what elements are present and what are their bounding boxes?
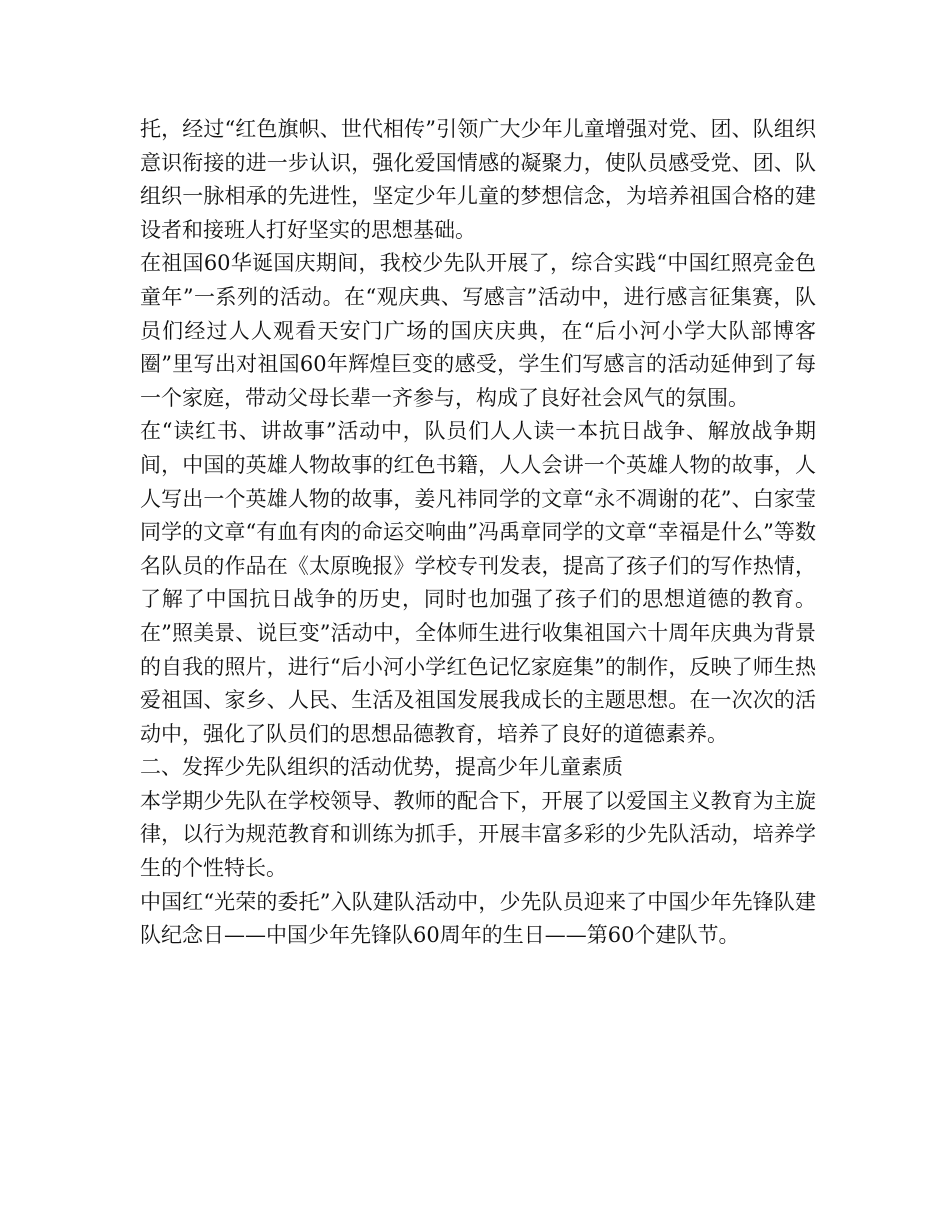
paragraph-semester-overview: 本学期少先队在学校领导、教师的配合下，开展了以爱国主义教育为主旋律，以行为规范教育和训练为抓手，开展丰富多彩的少先队活动，培养学生的个性特长。 bbox=[140, 788, 816, 881]
paragraph-red-books-stories: 在“读红书、讲故事”活动中，队员们人人读一本抗日战争、解放战争期间，中国的英雄人物故事的红色书籍，人人会讲一个英雄人物的故事，人人写出一个英雄人物的故事，姜凡祎同学的文章“永不凋谢的花”、白家莹同学的文章“有血有肉的命运交响曲”冯禹章同学的文章“幸福是什么”等数名队员的作品在《太原晚报》学校专刊发表，提高了孩子们的写作热情，了解了中国抗日战争的历史，同时也加强了孩子们的思想道德的教育。在”照美景、说巨变”活动中，全体师生进行收集祖国六十周年庆典为背景的自我的照片，进行“后小河小学红色记忆家庭集”的制作，反映了师生热爱祖国、家乡、人民、生活及祖国发展我成长的主题思想。在一次次的活动中，强化了队员们的思想品德教育，培养了良好的道德素养。 bbox=[140, 419, 816, 746]
paragraph-founding-day: 中国红“光荣的委托”入队建队活动中，少先队员迎来了中国少年先锋队建队纪念日——中国少年先锋队60周年的生日——第60个建队节。 bbox=[140, 889, 816, 948]
paragraph-national-day-activities: 在祖国60华诞国庆期间，我校少先队开展了，综合实践“中国红照亮金色童年”一系列的活动。在“观庆典、写感言”活动中，进行感言征集赛，队员们经过人人观看天安门广场的国庆庆典，在“后小河小学大队部博客圈”里写出对祖国60年辉煌巨变的感受，学生们写感言的活动延伸到了每一个家庭，带动父母长辈一齐参与，构成了良好社会风气的氛围。 bbox=[140, 251, 816, 410]
section-heading-pioneer-advantages: 二、发挥少先队组织的活动优势，提高少年儿童素质 bbox=[140, 755, 623, 780]
document-body bbox=[140, 113, 816, 953]
paragraph-organization-awareness: 托，经过“红色旗帜、世代相传”引领广大少年儿童增强对党、团、队组织意识衔接的进一步认识，强化爱国情感的凝聚力，使队员感受党、团、队组织一脉相承的先进性，坚定少年儿童的梦想信念，为培养祖国合格的建设者和接班人打好坚实的思想基础。 bbox=[140, 117, 816, 242]
